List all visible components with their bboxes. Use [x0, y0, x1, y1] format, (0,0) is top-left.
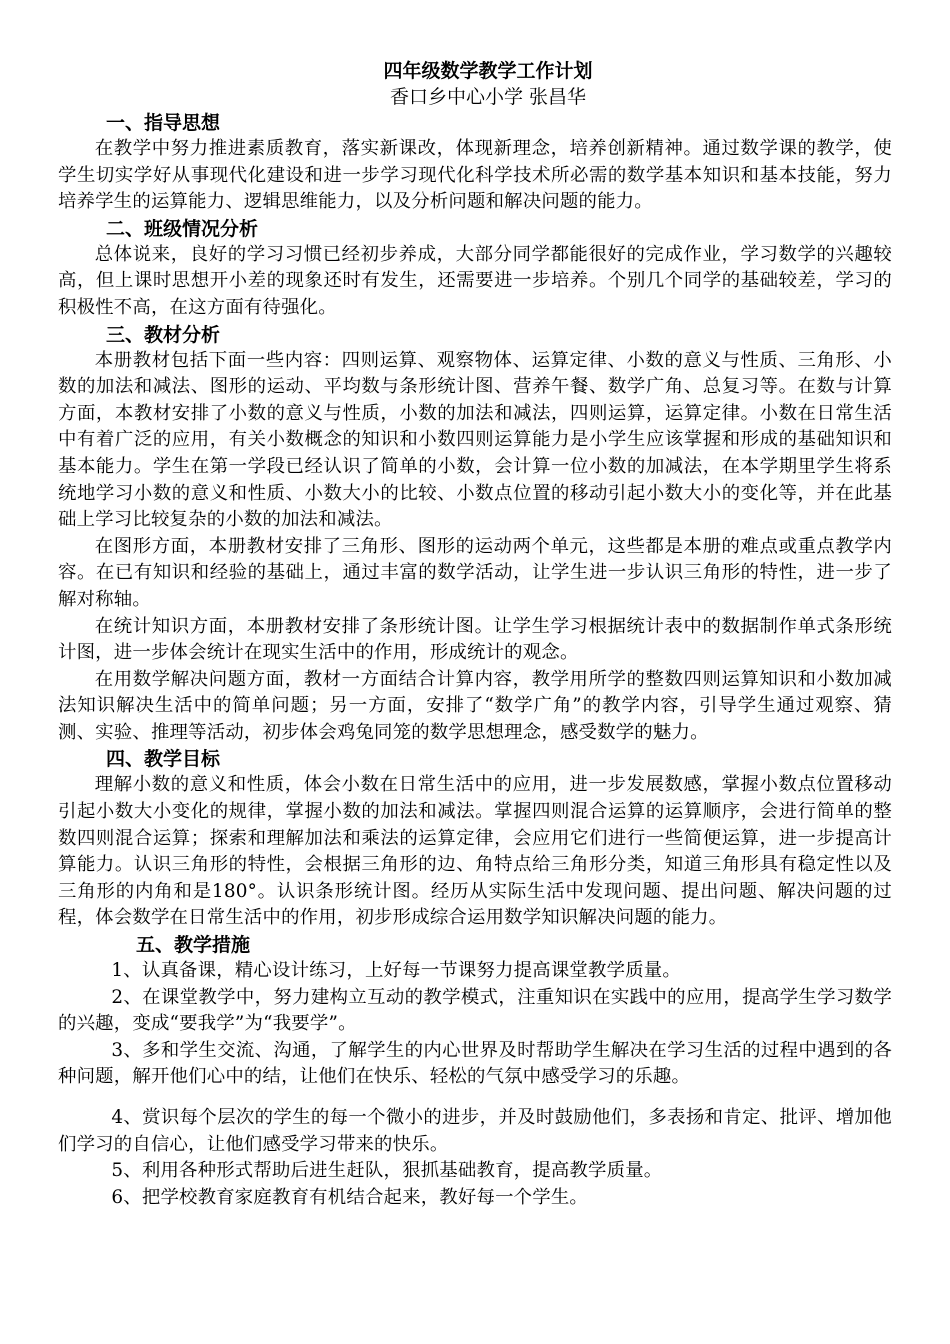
list-item: 6、把学校教育家庭教育有机结合起来，教好每一个学生。 — [111, 1186, 589, 1208]
paragraph: 理解小数的意义和性质，体会小数在日常生活中的应用，进一步发展数感，掌握小数点位置移动引起小数大小变化的规律，掌握小数的加法和减法。掌握四则混合运算的运算顺序，会进行简单的整数四则混合运算；探索和理解加法和乘法的运算定律，会应用它们进行一些简便运算，进一步提高计算能力。认识三角形的特性，会根据三角形的边、角特点给三角形分类，知道三角形具有稳定性以及三角形的内角和是180°。认识条形统计图。经历从实际生活中发现问题、提出问题、解决问题的过程，体会数学在日常生活中的作用，初步形成综合运用数学知识解决问题的能力。 — [58, 774, 892, 929]
paragraph: 在图形方面，本册教材安排了三角形、图形的运动两个单元，这些都是本册的难点或重点教学内容。在已有知识和经验的基础上，通过丰富的数学活动，让学生进一步认识三角形的特性，进一步了解对称轴。 — [58, 535, 892, 610]
section-heading-teaching-goals: 四、教学目标 — [106, 748, 221, 771]
section-heading-textbook-analysis: 三、教材分析 — [106, 323, 221, 346]
list-item: 5、利用各种形式帮助后进生赶队，狠抓基础教育，提高教学质量。 — [111, 1160, 663, 1182]
paragraph: 在统计知识方面，本册教材安排了条形统计图。让学生学习根据统计表中的数据制作单式条形统计图，进一步体会统计在现实生活中的作用，形成统计的观念。 — [58, 615, 892, 664]
document-title: 四年级数学教学工作计划 — [383, 60, 593, 82]
document-author: 香口乡中心小学 张昌华 — [389, 86, 587, 108]
list-item: 2、在课堂教学中，努力建构立互动的教学模式，注重知识在实践中的应用，提高学生学习数学的兴趣，变成“要我学”为“我要学”。 — [58, 986, 892, 1035]
list-item: 4、赏识每个层次的学生的每一个微小的进步，并及时鼓励他们，多表扬和肯定、批评、增加他们学习的自信心，让他们感受学习带来的快乐。 — [58, 1107, 892, 1155]
list-item: 1、认真备课，精心设计练习，上好每一节课努力提高课堂教学质量。 — [111, 960, 681, 982]
section-heading-class-analysis: 二、班级情况分析 — [106, 217, 259, 240]
paragraph: 总体说来，良好的学习习惯已经初步养成，大部分同学都能很好的完成作业，学习数学的兴趣较高，但上课时思想开小差的现象还时有发生，还需要进一步培养。个别几个同学的基础较差，学习的积极性不高，在这方面有待强化。 — [58, 243, 892, 318]
paragraph: 在教学中努力推进素质教育，落实新课改，体现新理念，培养创新精神。通过数学课的教学，使学生切实学好从事现代化建设和进一步学习现代化科学技术所必需的数学基本知识和基本技能，努力培养学生的运算能力、逻辑思维能力，以及分析问题和解决问题的能力。 — [58, 138, 892, 213]
section-heading-guiding-thought: 一、指导思想 — [106, 112, 221, 134]
document-page — [58, 58, 892, 1211]
section-heading-teaching-measures: 五、教学措施 — [136, 934, 251, 957]
list-item: 3、多和学生交流、沟通，了解学生的内心世界及时帮助学生解决在学习生活的过程中遇到的各种问题，解开他们心中的结，让他们在快乐、轻松的气氛中感受学习的乐趣。 — [58, 1039, 892, 1088]
spacer — [58, 1091, 892, 1105]
paragraph: 本册教材包括下面一些内容：四则运算、观察物体、运算定律、小数的意义与性质、三角形、小数的加法和减法、图形的运动、平均数与条形统计图、营养午餐、数学广角、总复习等。在数与计算方面，本教材安排了小数的意义与性质，小数的加法和减法，四则运算，运算定律。小数在日常生活中有着广泛的应用，有关小数概念的知识和小数四则运算能力是小学生应该掌握和形成的基础知识和基本能力。学生在第一学段已经认识了简单的小数，会计算一位小数的加减法，在本学期里学生将系统地学习小数的意义和性质、小数大小的比较、小数点位置的移动引起小数大小的变化等，并在此基础上学习比较复杂的小数的加法和减法。 — [58, 349, 892, 531]
paragraph: 在用数学解决问题方面，教材一方面结合计算内容，教学用所学的整数四则运算知识和小数加减法知识解决生活中的简单问题；另一方面，安排了“数学广角”的教学内容，引导学生通过观察、猜测、实验、推理等活动，初步体会鸡兔同笼的数学思想理念，感受数学的魅力。 — [58, 668, 892, 743]
